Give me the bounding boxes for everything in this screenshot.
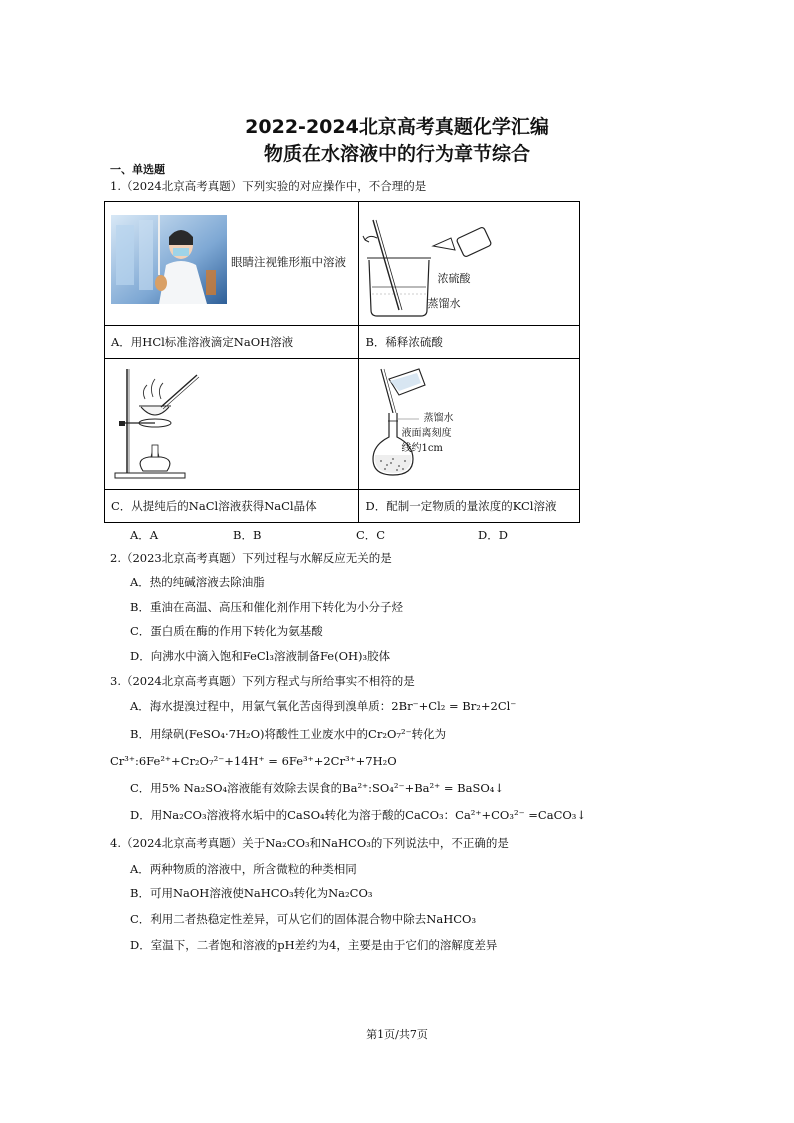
q3-option-a: A．海水提溴过程中，用氯气氧化苦卤得到溴单质：2Br⁻+Cl₂ = Br₂+2Cl⁻ <box>130 699 517 713</box>
cell-d-label-water: 蒸馏水 <box>423 413 454 424</box>
q1-cell-c-figure <box>105 359 359 490</box>
q3-option-c: C．用5% Na₂SO₄溶液能有效除去误食的Ba²⁺:SO₄²⁻+Ba²⁺ = BaSO₄↓ <box>130 781 505 795</box>
q1-option-b: B．稀释浓硫酸 <box>359 326 580 359</box>
cell-a-caption: 眼睛注视锥形瓶中溶液 <box>231 255 346 269</box>
q2-option-d: D．向沸水中滴入饱和FeCl₃溶液制备Fe(OH)₃胶体 <box>130 649 391 663</box>
cell-b-label-water: 蒸馏水 <box>427 297 461 310</box>
q1-option-c: C．从提纯后的NaCl溶液获得NaCl晶体 <box>105 490 359 523</box>
q1-cell-a-figure <box>105 202 359 326</box>
q4-option-b: B．可用NaOH溶液使NaHCO₃转化为Na₂CO₃ <box>130 886 373 900</box>
q1-choice-b: B．B <box>233 528 262 542</box>
q1-option-table <box>104 201 580 523</box>
page-footer: 第1页/共7页 <box>366 1028 428 1041</box>
dilution-diagram <box>359 202 579 325</box>
section-heading: 一、单选题 <box>110 163 165 176</box>
cell-b-label-acid: 浓硫酸 <box>437 272 471 285</box>
q3-option-d: D．用Na₂CO₃溶液将水垢中的CaSO₄转化为溶于酸的CaCO₃：Ca²⁺+CO₃²⁻ =CaCO₃↓ <box>130 808 587 822</box>
q1-stem: 1.（2024北京高考真题）下列实验的对应操作中，不合理的是 <box>110 179 427 193</box>
q2-option-a: A．热的纯碱溶液去除油脂 <box>130 575 265 589</box>
q2-stem: 2.（2023北京高考真题）下列过程与水解反应无关的是 <box>110 551 392 565</box>
doc-title-line1: 2022-2024北京高考真题化学汇编 <box>245 116 549 138</box>
q4-option-c: C．利用二者热稳定性差异，可从它们的固体混合物中除去NaHCO₃ <box>130 912 477 926</box>
q4-stem: 4.（2024北京高考真题）关于Na₂CO₃和NaHCO₃的下列说法中，不正确的是 <box>110 836 509 850</box>
titration-photo <box>111 215 227 304</box>
cell-d-label-level: 液面离刻度 <box>401 428 452 439</box>
q1-choice-a: A．A <box>130 528 159 542</box>
q3-option-b: B．用绿矾(FeSO₄·7H₂O)将酸性工业废水中的Cr₂O₇²⁻转化为 <box>130 727 447 741</box>
q1-choice-d: D．D <box>478 528 508 542</box>
q1-option-a: A．用HCl标准溶液滴定NaOH溶液 <box>105 326 359 359</box>
q4-option-d: D．室温下，二者饱和溶液的pH差约为4，主要是由于它们的溶解度差异 <box>130 938 498 952</box>
q1-option-d: D．配制一定物质的量浓度的KCl溶液 <box>359 490 580 523</box>
volumetric-flask-diagram <box>359 359 579 489</box>
cell-d-label-distance: 线约1cm <box>401 443 443 454</box>
q1-choice-c: C．C <box>356 528 386 542</box>
q3-stem: 3.（2024北京高考真题）下列方程式与所给事实不相符的是 <box>110 674 415 688</box>
q2-option-c: C．蛋白质在酶的作用下转化为氨基酸 <box>130 624 323 638</box>
q3-option-b-equation: Cr³⁺:6Fe²⁺+Cr₂O₇²⁻+14H⁺ = 6Fe³⁺+2Cr³⁺+7H₂O <box>110 754 397 768</box>
q2-option-b: B．重油在高温、高压和催化剂作用下转化为小分子烃 <box>130 600 403 614</box>
q1-cell-b-figure <box>359 202 580 326</box>
q1-cell-d-figure <box>359 359 580 490</box>
evaporation-diagram <box>105 359 359 489</box>
doc-title-line2: 物质在水溶液中的行为章节综合 <box>263 143 530 165</box>
q4-option-a: A．两种物质的溶液中，所含微粒的种类相同 <box>130 862 357 876</box>
